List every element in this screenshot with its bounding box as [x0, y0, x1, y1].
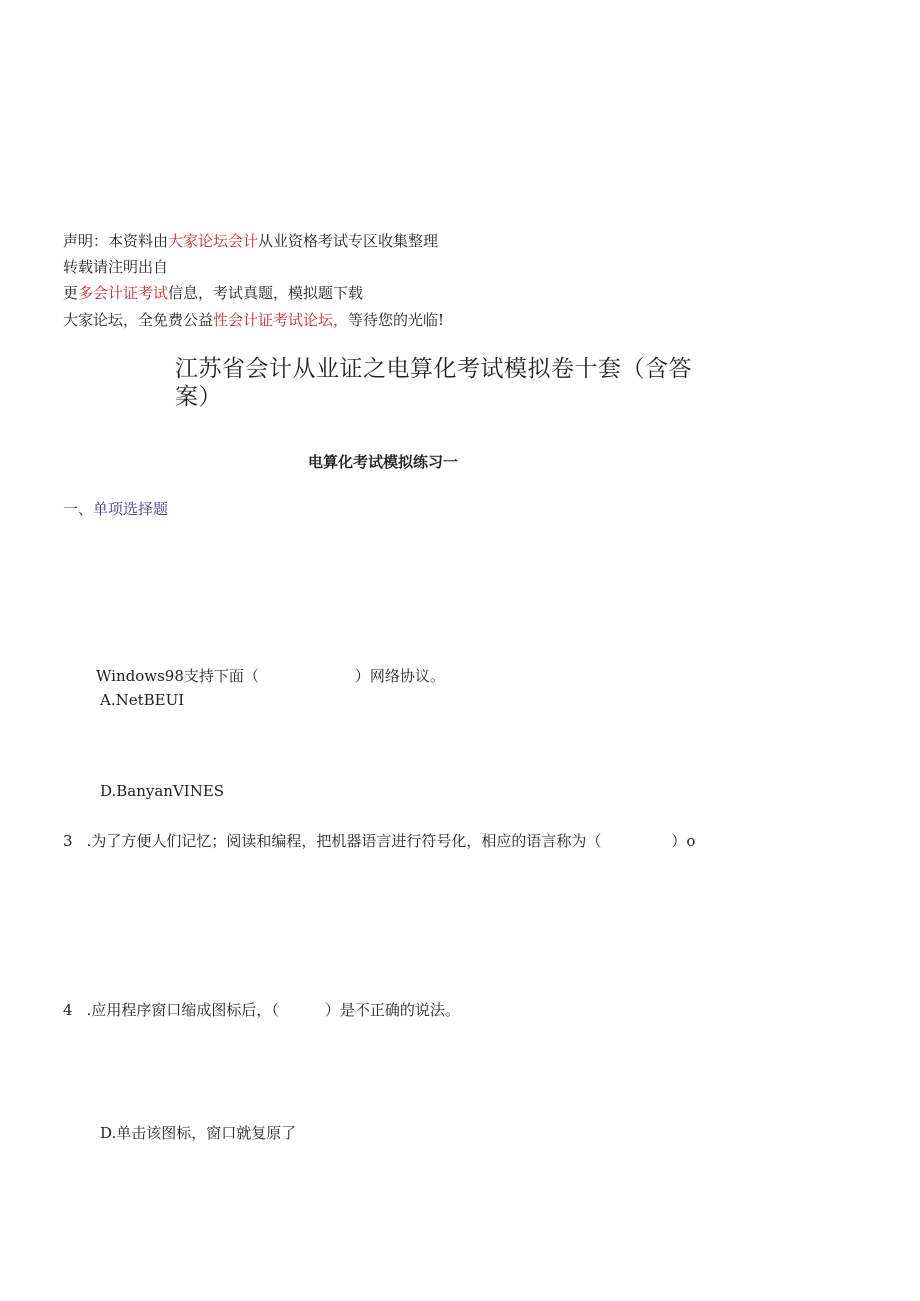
question-number: 4 — [63, 1001, 73, 1019]
forum-link[interactable]: 大家论坛会计 — [168, 232, 259, 250]
notice-text: 大家论坛，全免费公益 — [63, 311, 214, 329]
section-heading: 一、单项选择题 — [63, 500, 169, 518]
exam-subtitle: 电算化考试模拟练习一 — [308, 453, 459, 471]
notice-line-4 — [63, 310, 444, 330]
question-number: 3 — [63, 832, 73, 850]
option-d-q4: D.单击该图标，窗口就复原了 — [100, 1124, 297, 1142]
question-text: ）o — [671, 832, 696, 850]
notice-text: 信息，考试真题，模拟题下载 — [168, 284, 364, 302]
exam-link[interactable]: 多会计证考试 — [78, 284, 169, 302]
option-a: A.NetBEUI — [100, 691, 185, 709]
notice-text: 声明：本资料由 — [63, 232, 169, 250]
forum-link-2[interactable]: 性会计证考试论坛， — [213, 311, 349, 329]
notice-line-3 — [63, 283, 363, 303]
document-title: 江苏省会计从业证之电算化考试模拟卷十套（含答案） — [175, 356, 692, 410]
question-4 — [63, 1000, 460, 1020]
question-3 — [63, 831, 695, 851]
question-1 — [96, 666, 445, 686]
question-text: .应用程序窗口缩成图标后，（ — [86, 1001, 279, 1019]
notice-text: 从业资格考试专区收集整理 — [258, 232, 439, 250]
notice-text: 更 — [63, 284, 79, 302]
question-text: Windows98支持下面（ — [96, 667, 259, 685]
notice-line-1 — [63, 231, 438, 251]
notice-line-2: 转载请注明出自 — [63, 258, 169, 276]
option-d: D.BanyanVINES — [100, 782, 225, 800]
question-text: ）网络协议。 — [354, 667, 445, 685]
question-text: .为了方便人们记忆；阅读和编程，把机器语言进行符号化，相应的语言称为（ — [86, 832, 602, 850]
question-text: ）是不正确的说法。 — [324, 1001, 460, 1019]
notice-text: 等待您的光临! — [348, 311, 445, 329]
